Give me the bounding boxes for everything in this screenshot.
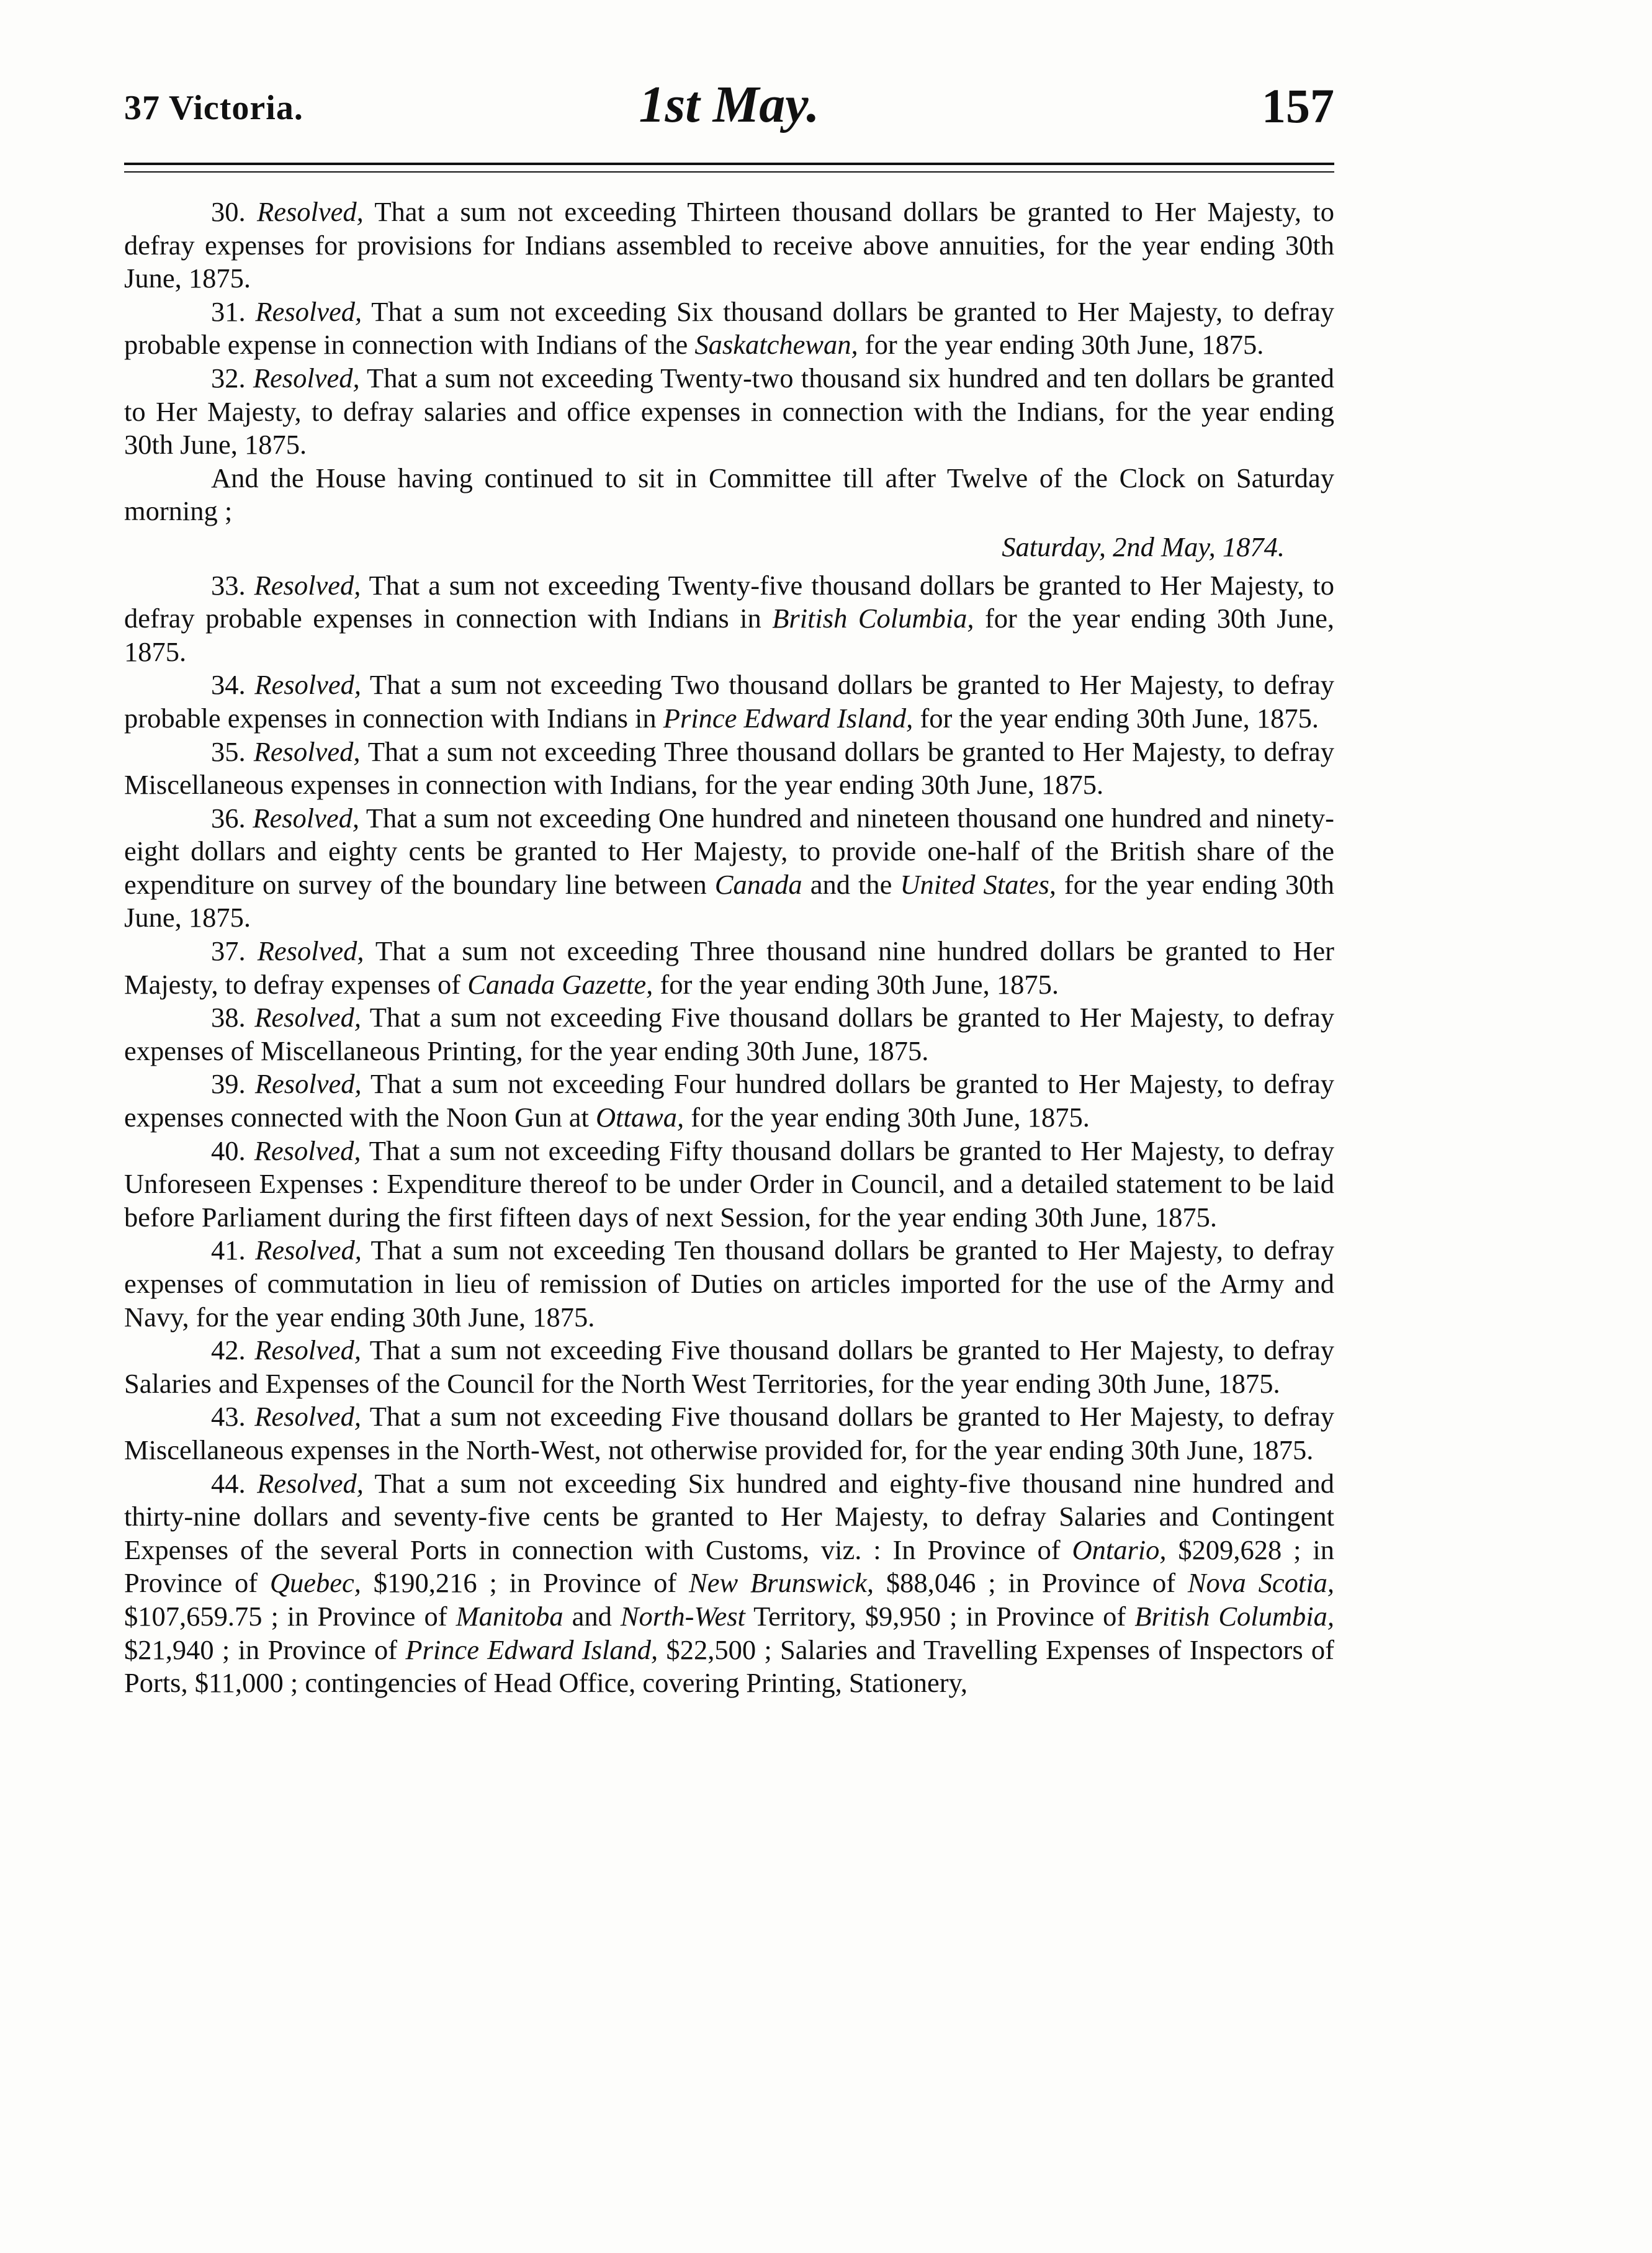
committee-note: And the House having continued to sit in Committee till after Twelve of the Clock on Saturday morning ; (124, 462, 1334, 527)
resolved-word: Resolved, (254, 1334, 361, 1366)
page-header (124, 74, 1334, 149)
resolution-text: That a sum not exceeding Six hundred and eighty-five thousand nine hundred and thirty-nine dollars and seventy-five cents be granted to Her Majesty, to defray Salaries and Contingent Expenses of the several Ports in connection with Customs, viz. : In Province of (124, 1467, 1334, 1565)
place-name: British Columbia, (1134, 1600, 1335, 1632)
resolved-word: Resolved, (257, 935, 364, 967)
resolution-text: for the year ending 30th June, 1875. (653, 968, 1059, 1000)
resolution-text: That a sum not exceeding Four hundred dollars be granted to Her Majesty, to defray expenses connected with the Noon Gun at (124, 1068, 1334, 1133)
resolution-text: and (563, 1600, 621, 1632)
resolution-text: $22,500 ; Salaries and Travelling Expenses of Inspectors of Ports, $11,000 ; contingencies of Head Office, covering Printing, Stationery, (124, 1634, 1334, 1699)
resolved-word: Resolved, (253, 802, 360, 834)
place-name: Prince Edward Island, (405, 1634, 658, 1665)
resolution-text: $209,628 ; in Province of (124, 1534, 1335, 1599)
resolution-text: That a sum not exceeding Two thousand dollars be granted to Her Majesty, to defray probable expenses in connection with Indians in (124, 669, 1334, 734)
resolution-text: That a sum not exceeding Ten thousand dollars be granted to Her Majesty, to defray expenses of commutation in lieu of remission of Duties on articles imported for the use of the Army and Navy, for the year ending 30th June, 1875. (124, 1234, 1335, 1333)
resolution-33 (124, 569, 1334, 669)
resolution-38 (124, 1001, 1334, 1068)
resolution-text: That a sum not exceeding Twenty-five thousand dollars be granted to Her Majesty, to defray probable expenses in connection with Indians in (124, 569, 1335, 634)
header-rule-thin (124, 171, 1334, 173)
journal-body (124, 196, 1334, 1700)
place-name: Ontario, (1072, 1534, 1167, 1565)
resolved-word: Resolved, (255, 295, 362, 327)
resolution-text: That a sum not exceeding Three thousand nine hundred dollars be granted to Her Majesty, to defray expenses of (124, 935, 1334, 1000)
place-name: British Columbia, (772, 603, 974, 634)
place-name: Canada (714, 868, 802, 900)
resolution-37 (124, 935, 1334, 1001)
resolved-word: Resolved, (253, 735, 361, 767)
resolution-43 (124, 1400, 1334, 1467)
resolution-number: 32. (211, 362, 246, 393)
resolution-41 (124, 1234, 1334, 1334)
resolution-text: $190,216 ; in Province of (361, 1567, 689, 1599)
place-name: Prince Edward Island, (663, 702, 914, 734)
resolved-word: Resolved, (255, 1234, 362, 1266)
resolution-number: 41. (211, 1234, 246, 1266)
resolution-text: for the year ending 30th June, 1875. (124, 868, 1334, 933)
header-session: 37 Victoria. (124, 89, 303, 127)
resolution-text: for the year ending 30th June, 1875. (684, 1102, 1090, 1133)
resolution-text: $88,046 ; in Province of (873, 1567, 1188, 1599)
publication-name: Canada Gazette, (467, 968, 653, 1000)
resolution-number: 34. (211, 669, 246, 701)
resolution-text: That a sum not exceeding Three thousand dollars be granted to Her Majesty, to defray Miscellaneous expenses in connection with Indians, for the year ending 30th June, 1875. (124, 735, 1335, 801)
resolution-text: $21,940 ; in Province of (124, 1634, 406, 1665)
resolution-text: for the year ending 30th June, 1875. (124, 603, 1334, 667)
place-name: Quebec, (269, 1567, 361, 1599)
resolution-text: That a sum not exceeding One hundred and nineteen thousand one hundred and ninety-eight dollars and eighty cents be granted to Her Majesty, to provide one-half of the British share of the expenditure on survey of the boundary line between (124, 802, 1335, 900)
resolution-44 (124, 1467, 1334, 1700)
resolved-word: Resolved, (254, 1002, 361, 1033)
resolution-text: That a sum not exceeding Five thousand dollars be granted to Her Majesty, to defray Salaries and Expenses of the Council for the North West Territories, for the year ending 30th June, 1875. (124, 1334, 1334, 1399)
place-name: North-West (620, 1600, 745, 1632)
resolved-word: Resolved, (253, 362, 360, 393)
page-number: 157 (1262, 79, 1334, 133)
resolved-word: Resolved, (254, 569, 361, 601)
dateline: Saturday, 2nd May, 1874. (1002, 531, 1285, 562)
resolution-42 (124, 1334, 1334, 1400)
resolution-text: That a sum not exceeding Fifty thousand dollars be granted to Her Majesty, to defray Unforeseen Expenses : Expenditure thereof to be under Order in Council, and a detailed statement to be laid before Parliament during the first fifteen days of next Session, for the year ending 30th June, 1875. (124, 1135, 1335, 1233)
resolved-word: Resolved, (254, 1401, 361, 1432)
resolution-number: 42. (211, 1334, 246, 1366)
resolution-text: Territory, $9,950 ; in Province of (745, 1600, 1135, 1632)
place-name: Nova Scotia, (1187, 1567, 1334, 1599)
resolution-35 (124, 735, 1334, 802)
place-name: Manitoba (456, 1600, 563, 1632)
resolution-number: 35. (211, 735, 246, 767)
resolution-number: 44. (211, 1467, 246, 1499)
resolution-36 (124, 802, 1334, 935)
resolution-text: for the year ending 30th June, 1875. (913, 702, 1319, 734)
resolution-number: 30. (211, 196, 246, 227)
resolution-30 (124, 196, 1334, 295)
place-name: Saskatchewan, (694, 329, 858, 361)
resolution-31 (124, 295, 1334, 362)
resolution-number: 37. (211, 935, 246, 967)
resolution-text: and the (802, 868, 900, 900)
place-name: New Brunswick, (689, 1567, 874, 1599)
resolution-text: $107,659.75 ; in Province of (124, 1600, 456, 1632)
resolved-word: Resolved, (254, 1068, 362, 1100)
resolution-text: That a sum not exceeding Thirteen thousand dollars be granted to Her Majesty, to defray expenses for provisions for Indians assembled to receive above annuities, for the year ending 30th June, 1875. (124, 196, 1334, 294)
resolved-word: Resolved, (257, 196, 364, 227)
resolution-32 (124, 362, 1334, 462)
resolution-text: That a sum not exceeding Five thousand dollars be granted to Her Majesty, to defray Miscellaneous expenses in the North-West, not otherwise provided for, for the year ending 30th June, 1875. (124, 1401, 1334, 1465)
resolved-word: Resolved, (254, 1135, 361, 1166)
header-rule-thick (124, 163, 1334, 165)
place-name: United States, (900, 868, 1056, 900)
resolution-number: 39. (211, 1068, 246, 1100)
resolved-word: Resolved, (254, 669, 362, 701)
resolution-34 (124, 668, 1334, 735)
resolution-number: 36. (211, 802, 246, 834)
resolved-word: Resolved, (257, 1467, 364, 1499)
resolution-number: 40. (211, 1135, 246, 1166)
header-date: 1st May. (639, 76, 820, 133)
resolution-number: 38. (211, 1002, 246, 1033)
resolution-number: 33. (211, 569, 246, 601)
resolution-number: 43. (211, 1401, 246, 1432)
resolution-text: That a sum not exceeding Six thousand dollars be granted to Her Majesty, to defray probable expense in connection with Indians of the (124, 295, 1334, 361)
resolution-text: That a sum not exceeding Twenty-two thousand six hundred and ten dollars be granted to Her Majesty, to defray salaries and office expenses in connection with the Indians, for the year ending 30th June, 1875. (124, 362, 1334, 461)
resolution-text: for the year ending 30th June, 1875. (858, 329, 1264, 361)
resolution-text: That a sum not exceeding Five thousand dollars be granted to Her Majesty, to defray expenses of Miscellaneous Printing, for the year ending 30th June, 1875. (124, 1002, 1334, 1066)
resolution-number: 31. (211, 295, 246, 327)
place-name: Ottawa, (596, 1102, 685, 1133)
resolution-39 (124, 1068, 1334, 1134)
resolution-40 (124, 1135, 1334, 1234)
